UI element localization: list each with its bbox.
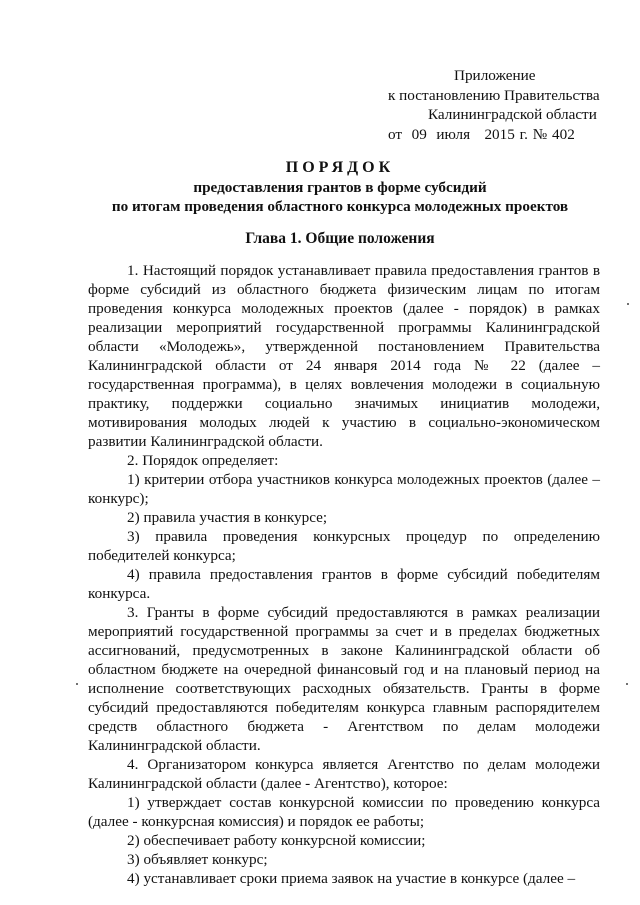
paragraph: 2) обеспечивает работу конкурсной комиссии; [127,832,426,849]
chapter-heading: Глава 1. Общие положения [245,230,435,247]
paragraph: 1) критерии отбора участников конкурса молодежных проектов (далее – конкурс); [88,471,600,507]
document-title: ПОРЯДОК [285,159,395,176]
appendix-line-1: Приложение [454,67,536,84]
appendix-line-2: к постановлению Правительства [388,86,600,104]
paragraph: 4. Организатором конкурса является Агентство по делам молодежи Калининградской области (далее - Агентство), которое: [88,756,600,792]
scan-speck [627,303,629,305]
scan-speck [626,683,628,685]
body-text [88,261,600,888]
paragraph: 1) утверждает состав конкурсной комиссии по проведению конкурса (далее - конкурсная комиссия) и порядок ее работы; [88,794,600,830]
paragraph: 3) объявляет конкурс; [127,851,268,868]
appendix-line-3: Калининградской области [428,106,597,123]
document-subtitle-line-2: по итогам проведения областного конкурса молодежных проектов [111,198,569,215]
paragraph: 4) устанавливает сроки приема заявок на участие в конкурсе (далее – [127,870,576,887]
paragraph: 4) правила предоставления грантов в форме субсидий победителям конкурса. [88,566,600,602]
appendix-header [388,66,613,144]
paragraph: 2) правила участия в конкурсе; [127,509,328,526]
title-block [60,158,620,216]
document-subtitle-line-1: предоставления грантов в форме субсидий [193,179,487,196]
paragraph: 3. Гранты в форме субсидий предоставляются в рамках реализации мероприятий государственной программы за счет и в пределах бюджетных ассигнований, предусмотренных в законе Калининградской области об областном бюджете на очередной финансовый год и на плановый период на исполнение соответствующих расходных обязательств. Гранты в форме субсидий предоставляются победителям конкурса главным распорядителем средств областного бюджета - Агентством по делам молодежи Калининградской области. [88,604,600,754]
appendix-date-number: от 09 июля 2015 г. № 402 [388,125,575,143]
scan-speck [76,683,78,685]
paragraph: 3) правила проведения конкурсных процедур по определению победителей конкурса; [88,528,600,564]
paragraph: 1. Настоящий порядок устанавливает правила предоставления грантов в форме субсидий из областного бюджета физическим лицам по итогам проведения конкурса молодежных проектов (далее - порядок) в рамках реализации мероприятий государственной программы Калининградской области «Молодежь», утвержденной постановлением Правительства Калининградской области от 24 января 2014 года № 22 (далее – государственная программа), в целях вовлечения молодежи в социальную практику, поддержки социально значимых инициатив молодежи, мотивирования молодых людей к участию в социально-экономическом развитии Калининградской области. [88,262,600,450]
paragraph: 2. Порядок определяет: [127,452,279,469]
